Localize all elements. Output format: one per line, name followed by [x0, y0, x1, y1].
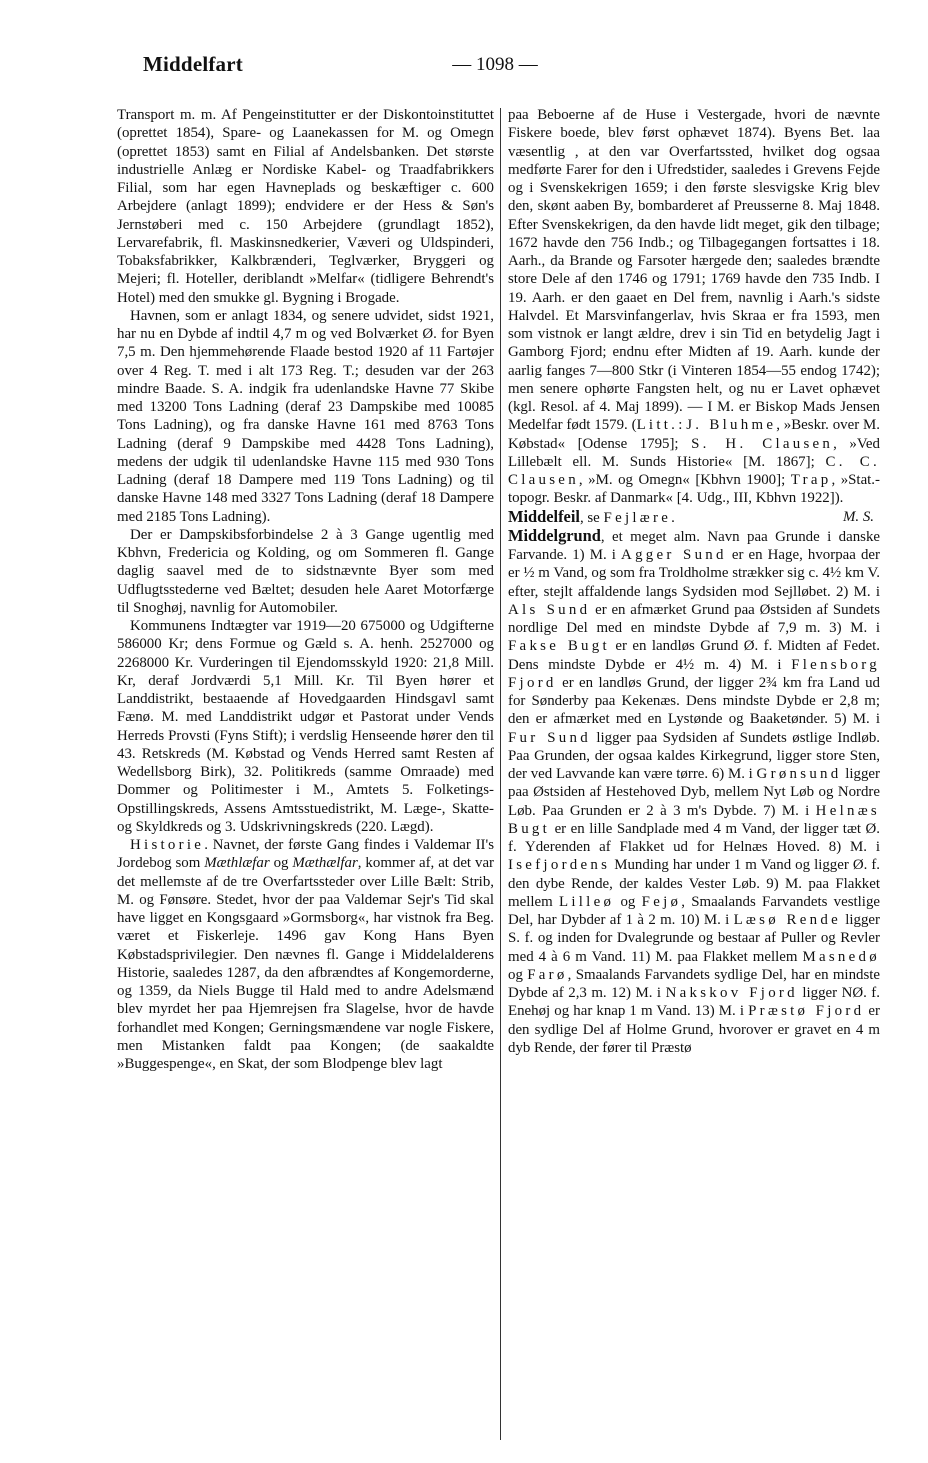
- text-run: paa Beboerne af de Huse i Vestergade, hvori de nævnte Fiskere boede, blev først ophævet 1874). Byens Bet. laa væsentlig , at den var Overfartssted, hvilket dog ogsaa medførte Farer for den i Ufredstider, saaledes i Grevens Fejde og i Svenskekrigen 1659; i den første slesvigske Krig blev den, skønt aaben By, bombarderet af Preusserne 8. Maj 1848. Efter Svenskekrigen, da den havde lidt meget, gik den tilbage; 1672 havde den 756 Indb.; og Tilbagegangen fortsattes i 18. Aarh., da Brande og Farsoter hærgede den; saaledes brændte store Dele af den 1746 og 1791; 1769 havde den 735 Indb. I 19. Aarh. er den gaaet en Del frem, navnlig i Aarh.'s sidste Halvdel. Et Marsvinfangerlav, hvis Skraa er fra 1593, men som vistnok er langt ældre, drev i sin Tid en betydelig Jagt i Gamborg Fjord; endnu efter Midten af 19. Aarh. kunde der aarlig fanges 7—800 Stkr (i Vinteren 1854—55 endog 1742); men senere ophørte Fangsten helt, og nu er Lavet ophævet (kgl. Resol. af 4. Maj 1899). — I M. er Biskop Mads Jensen Medelfar født 1579. (: [508, 107, 880, 434]
- spaced-term: Flensborg Fjord: [508, 656, 880, 691]
- spaced-term: J. Bluhme: [686, 417, 777, 434]
- spaced-term: Præstø Fjord: [748, 1003, 865, 1020]
- spaced-term: Isefjordens: [508, 857, 611, 874]
- spaced-term: Agger Sund: [621, 547, 727, 563]
- text-run: , Smaalands Farvandets vestlige Del, har Dybder af 1 à 2 m. 10) M. i: [508, 893, 880, 928]
- text-run: .: [671, 509, 675, 526]
- text-run: :: [678, 417, 687, 434]
- spaced-term: Nakskov Fjord: [665, 985, 798, 1001]
- text-run: og: [508, 966, 528, 983]
- spaced-term: Litt.: [636, 417, 679, 434]
- spaced-term: Trap: [790, 472, 832, 488]
- spaced-term: S. H. Clausen: [691, 435, 834, 452]
- text-run: , se: [579, 509, 604, 526]
- text-run: , »M. og Omegn« [Kbhvn 1900];: [578, 472, 791, 488]
- text-run: ligger paa Østsiden af Hestehoved Dyb, mellem Nyt Løb og Nordre Løb. Paa Grunden er 2 à 3 m's Dybde. 7) M. i: [508, 766, 880, 819]
- text-run: er en landløs Grund, der ligger 2¾ km fra Land ud for Sønderby paa Kekenæs. Dens mindste Dybde er 2,8 m; den er afmærket med en Lystønde og Baaketønder. 5) M. i: [508, 674, 880, 728]
- paragraph: [508, 508, 880, 527]
- column-divider: [500, 108, 501, 1440]
- spaced-term: Masnedø: [802, 948, 880, 965]
- right-column: [508, 106, 880, 1057]
- italic-term: Mæthlæfar: [204, 855, 270, 872]
- paragraph: [117, 106, 494, 307]
- headword: Middelgrund: [508, 525, 601, 545]
- spaced-term: Fur Sund: [508, 729, 591, 746]
- spaced-term: Fejø: [641, 893, 682, 910]
- headword: Middelfeil: [508, 506, 580, 526]
- text-run: ligger paa Sydsiden af Sundets østlige Indløb. Paa Grunden, der ogsaa kaldes Kirkegrund, ligger store Sten, der ved Lavvande kan være tørre. 6) M. i: [508, 729, 881, 782]
- spaced-term: Historie: [130, 837, 205, 853]
- text-run: er en Hage, hvorpaa der er ½ m Vand, og som fra Troldholme strækker sig c. 4½ km V. efter, stejlt affaldende langs Sydsiden mod Sejlløbet. 2) M. i: [508, 547, 880, 600]
- spaced-term: Fejlære: [603, 509, 672, 526]
- paragraph: [117, 307, 494, 526]
- text-run: . Navnet, der første Gang findes i Valdemar II's Jordebog som: [117, 837, 494, 872]
- spaced-term: Lilleø: [558, 893, 615, 910]
- running-head-title: Middelfart: [143, 52, 243, 76]
- page-number: — 1098 —: [452, 54, 538, 75]
- text-run: Munding har under 1 m Vand og ligger Ø. f. den dybe Rende, der kaldes Vester Løb. 9) M. paa Flakket mellem: [508, 857, 880, 910]
- text-run: ligger S. f. og inden for Dvalegrunde og bestaar af Puller og Revler med 4 à 6 m Vand. 11) M. paa Flakket mellem: [508, 912, 881, 965]
- text-run: ligger NØ. f. Enehøj og har knap 1 m Vand. 13) M. i: [508, 985, 880, 1020]
- paragraph: [508, 527, 880, 1057]
- text-run: er en lille Sandplade med 4 m Vand, der ligger tæt Ø. f. Yderenden af Flakket ud for Helnæs Hoved. 8) M. i: [508, 820, 880, 855]
- text-run: Kommunens Indtægter var 1919—20 675000 og Udgifterne 586000 Kr; dens Formue og Gæld s. A. henh. 2527000 og 2268000 Kr. Vurderingen til Ejendomsskyld 1920: 21,8 Mill. Kr, deraf Jordværdi 5,1 Mill. Kr. Til Byen hører et Landdistrikt, bestaaende af Hovedgaarden Hindsgavl samt Fænø. M. med Landdistrikt udgør et Pastorat under Vends Herreds Provsti (Fyns Stift); i verdslig Henseende hører den til 43. Retskreds (M. Købstad og Vends Herred samt Resten af Wedellsborg Birk), 32. Politikreds (samme Omraade) med Dommer og Politimester i M., Amtets 5. Folketings-Opstillingskreds, Assens Amtsstuedistrikt, M. Læge-, Skatte- og Skyldkreds og 3. Udskrivningskreds (220. Lægd).: [117, 618, 494, 835]
- spaced-term: Als Sund: [508, 601, 591, 618]
- text-run: er en afmærket Grund paa Østsiden af Sundets nordlige Del med en mindste Dybde af 7,9 m. 3) M. i: [508, 601, 880, 636]
- text-run: Der er Dampskibsforbindelse 2 à 3 Gange ugentlig med Kbhvn, Fredericia og Kolding, og om Sommeren fl. Gange daglig saavel med de to sidstnævnte Byer som med Udflugtsstederne ved Bæltet; desuden hele Aaret Motorfærge til Snoghøj, navnlig for Automobiler.: [117, 526, 494, 616]
- text-run: , »Beskr. over M. Købstad« [Odense 1795];: [508, 417, 880, 452]
- spaced-term: Grønsund: [756, 766, 842, 782]
- paragraph: [117, 526, 494, 617]
- text-run: , kommer af, at det var det mellemste af de tre Overfartssteder over Lille Bælt: Strib, M. og Fønsøre. Stedet, hvor der paa Valdemar Sejr's Tid skal have ligget en Kongsgaard »Gormsborg«, har vistnok fra Beg. været et Fiskerleje. 1496 gav Kong Hans Byen Købstadsprivilegier. Den nævnes fl. Gange i Middelalderens Historie, saaledes 1287, da den afbrændtes af Kongemorderne, og 1359, da Niels Bugge til Hald med to andre Adelsmænd blev myrdet her paa Hjemrejsen fra Slagelse, hvor de havde forhandlet med Kongen; Gerningsmændene var nogle Fiskere, men Mistanken faldt paa Kongen; (de saakaldte »Buggespenge«, en Skat, der som Blodpenge blev lagt: [117, 855, 495, 1072]
- text-run: er en landløs Grund Ø. f. Midten af Fedet. Dens mindste Dybde er 4½ m. 4) M. i: [508, 638, 881, 673]
- spaced-term: Fakse Bugt: [508, 638, 610, 655]
- author-signature: M. S.: [842, 508, 874, 525]
- spaced-term: C. C. Clausen: [508, 453, 881, 488]
- text-run: Transport m. m. Af Pengeinstitutter er der Diskontoinstituttet (oprettet 1854), Spare- og Laanekassen for M. og Omegn (oprettet 1853) samt en Filial af Andelsbanken. Det største industrielle Anlæg er Nordiske Kabel- og Traadfabrikkers Filial, som har egen Havneplads og beskæftiger c. 600 Arbejdere (anlagt 1899); endvidere er der Hess & Søn's Jernstøberi med c. 150 Arbejdere (grundlagt 1852), Lervarefabrik, fl. Maskinsnedkerier, Væveri og Uldspinderi, Tobaksfabrikker, Kalkbrænderi, Teglværker, Bryggeri og Mejeri; fl. Hoteller, deriblandt »Melfar« (tidligere Behrendt's Hotel) med den smukke gl. Bygning i Brogade.: [117, 107, 494, 306]
- text-run: er den sydlige Del af Holme Grund, hvorover er gravet en 4 m dyb Rende, der fører til Præstø: [508, 1003, 880, 1056]
- spaced-term: Læsø Rende: [733, 912, 841, 928]
- paragraph: [117, 617, 494, 836]
- spaced-term: Farø: [527, 966, 568, 983]
- text-run: Havnen, som er anlagt 1834, og senere udvidet, sidst 1921, har nu en Dybde af indtil 4,7 m og ved Bolværket Ø. for Byen 7,5 m. Den hjemmehørende Flaade bestod 1920 af 11 Fartøjer over 4 Reg. T. med i alt 173 Reg. T.; desuden var der 263 mindre Baade. S. A. indgik fra udenlandske Havne 77 Skibe med 13200 Tons Ladning (deraf 23 Dampskibe med 10085 Tons Ladning), og fra danske Havne 161 med 8763 Tons Ladning (deraf 9 Dampskibe med 4428 Tons Ladning), medens der udgik til udenlandske Havne 115 med 930 Tons Ladning (deraf 18 Dampere med 119 Tons Ladning) og til danske Havne 148 med 3327 Tons Ladning (deraf 18 Dampere med 2185 Tons Ladning).: [117, 307, 494, 525]
- paragraph: [117, 836, 494, 1073]
- text-run: , »Stat.-topogr. Beskr. af Danmark« [4. Udg., III, Kbhvn 1922]).: [508, 472, 880, 507]
- text-run: og: [269, 855, 293, 872]
- text-run: , »Ved Lillebælt ell. M. Sunds Historie« [M. 1867];: [508, 435, 880, 470]
- spaced-term: Helnæs Bugt: [508, 802, 880, 837]
- text-run: , Smaalands Farvandets sydlige Del, har en mindste Dybde af 2,3 m. 12) M. i: [508, 966, 880, 1001]
- italic-term: Mæthælfar: [292, 855, 358, 872]
- left-column: [117, 106, 494, 1073]
- text-run: , et meget alm. Navn paa Grunde i danske Farvande. 1) M. i: [508, 528, 880, 563]
- text-run: og: [614, 893, 642, 910]
